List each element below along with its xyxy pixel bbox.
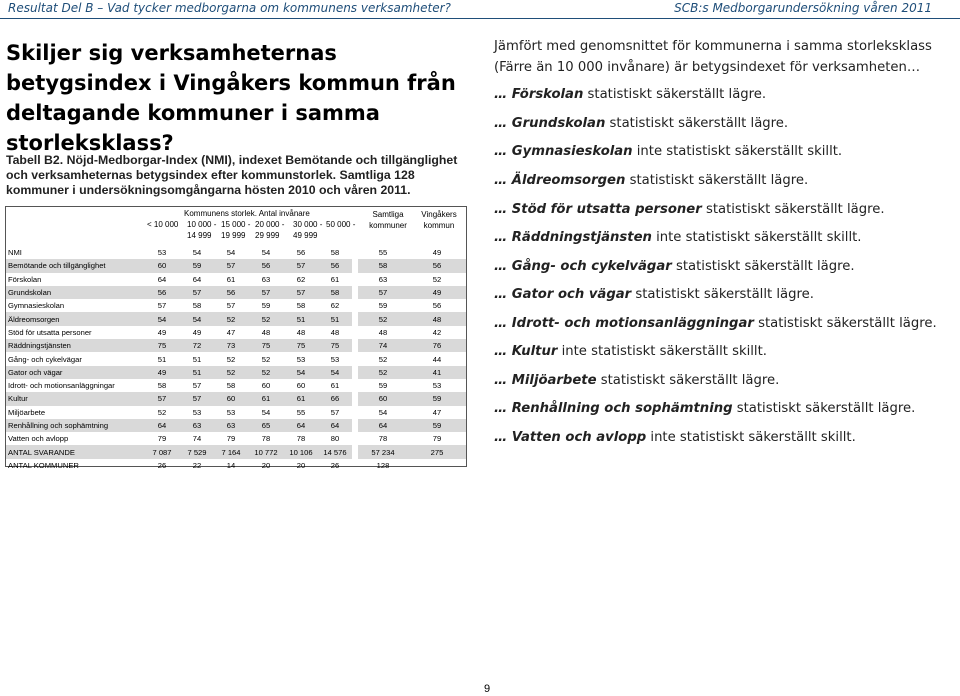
cell-value: 56 <box>318 259 352 272</box>
cell-municipality: 56 <box>432 301 442 311</box>
cell-all-municipalities: 64 <box>358 419 408 432</box>
comparison-item <box>494 259 855 274</box>
cell-value: 7 164 <box>214 445 248 458</box>
comparison-item <box>494 373 779 388</box>
cell-municipality <box>408 459 466 472</box>
comparison-result: statistiskt säkerställt lägre. <box>736 401 916 416</box>
table-row <box>6 286 466 299</box>
service-name: … Grundskolan <box>494 116 606 131</box>
cell-value: 53 <box>192 407 202 417</box>
cell-all-municipalities: 55 <box>378 248 388 258</box>
cell-value: 54 <box>144 312 180 325</box>
comparison-item <box>494 316 937 331</box>
cell-value: 7 529 <box>180 445 214 458</box>
table-caption: Tabell B2. Nöjd-Medborgar-Index (NMI), indexet Bemötande och tillgänglighet och verksamheternas betygsindex efter kommunstorlek. Samtliga 128 kommuner i undersökningsomgångarna hösten 2010 och våren 2011. <box>6 153 458 197</box>
row-label: Gång- och cykelvägar <box>8 354 82 364</box>
comparison-intro: Jämfört med genomsnittet för kommunerna i samma storleksklass (Färre än 10 000 invånare) är betygsindexet för verksamheten… <box>494 39 932 75</box>
cell-all-municipalities: 78 <box>378 434 388 444</box>
cell-value: 57 <box>284 259 318 272</box>
comparison-result: statistiskt säkerställt lägre. <box>600 373 780 388</box>
cell-value: 56 <box>248 259 284 272</box>
col-header-size-1: < 10 000 <box>147 220 179 229</box>
cell-value: 58 <box>157 381 167 391</box>
cell-value: 62 <box>330 301 340 311</box>
cell-value: 51 <box>180 366 214 379</box>
comparison-summary <box>494 36 954 445</box>
cell-municipality: 44 <box>432 354 442 364</box>
comparison-item <box>494 344 767 359</box>
cell-value: 14 <box>226 460 236 470</box>
cell-value: 75 <box>284 339 318 352</box>
cell-value: 65 <box>248 419 284 432</box>
table-row <box>6 273 466 286</box>
table-group-header: Kommunens storlek. Antal invånare <box>184 209 310 218</box>
cell-value: 56 <box>296 248 306 258</box>
row-label: Renhållning och sophämtning <box>6 419 144 432</box>
cell-value: 61 <box>226 274 236 284</box>
cell-value: 75 <box>318 339 352 352</box>
cell-value: 59 <box>261 301 271 311</box>
service-name: … Räddningstjänsten <box>494 230 652 245</box>
cell-value: 47 <box>226 327 236 337</box>
comparison-result: statistiskt säkerställt lägre. <box>705 202 885 217</box>
cell-value: 54 <box>261 248 271 258</box>
cell-value: 72 <box>180 339 214 352</box>
table-row <box>6 259 466 272</box>
comparison-item <box>494 430 856 445</box>
table-row <box>6 419 466 432</box>
cell-value: 54 <box>261 407 271 417</box>
cell-value: 53 <box>296 354 306 364</box>
comparison-item <box>494 401 915 416</box>
service-name: … Gator och vägar <box>494 287 632 302</box>
cell-value: 57 <box>144 392 180 405</box>
cell-value: 54 <box>192 248 202 258</box>
cell-municipality: 49 <box>432 248 442 258</box>
cell-value: 61 <box>330 381 340 391</box>
cell-value: 26 <box>157 460 167 470</box>
row-label: Stöd för utsatta personer <box>8 327 92 337</box>
service-name: … Renhållning och sophämtning <box>494 401 733 416</box>
comparison-item <box>494 230 861 245</box>
row-label: Förskolan <box>8 274 42 284</box>
cell-value: 57 <box>226 301 236 311</box>
cell-all-municipalities: 128 <box>376 460 390 470</box>
comparison-result: statistiskt säkerställt lägre. <box>675 259 855 274</box>
service-name: … Vatten och avlopp <box>494 430 647 445</box>
service-name: … Förskolan <box>494 87 584 102</box>
row-label: Miljöarbete <box>8 407 46 417</box>
cell-value: 61 <box>248 392 284 405</box>
cell-value: 75 <box>248 339 284 352</box>
header-right-text: SCB:s Medborgarundersökning våren 2011 <box>674 1 932 15</box>
table-row <box>6 392 466 405</box>
cell-value: 57 <box>214 259 248 272</box>
comparison-result: statistiskt säkerställt lägre. <box>609 116 789 131</box>
row-label: Gymnasieskolan <box>8 301 65 311</box>
cell-all-municipalities: 59 <box>378 381 388 391</box>
cell-value: 57 <box>192 381 202 391</box>
col-header-size-5: 30 000 - 49 999 <box>293 220 323 240</box>
col-header-size-6: 50 000 - <box>326 220 356 229</box>
cell-value: 48 <box>296 327 306 337</box>
service-name: … Äldreomsorgen <box>494 173 626 188</box>
cell-municipality: 41 <box>408 366 466 379</box>
col-header-size-2: 10 000 - 14 999 <box>187 220 217 240</box>
cell-value: 51 <box>284 312 318 325</box>
comparison-result: statistiskt säkerställt lägre. <box>635 287 814 302</box>
cell-value: 52 <box>157 407 167 417</box>
cell-value: 64 <box>318 419 352 432</box>
service-name: … Idrott- och motionsanläggningar <box>494 316 754 331</box>
table-row <box>6 352 466 365</box>
cell-value: 61 <box>284 392 318 405</box>
cell-value: 54 <box>226 248 236 258</box>
cell-value: 52 <box>226 354 236 364</box>
cell-value: 48 <box>330 327 340 337</box>
comparison-result: inte statistiskt säkerställt skillt. <box>656 230 862 245</box>
cell-municipality: 53 <box>432 381 442 391</box>
row-label: Idrott- och motionsanläggningar <box>8 381 115 391</box>
cell-value: 61 <box>330 274 340 284</box>
comparison-item <box>494 287 814 302</box>
cell-value: 66 <box>318 392 352 405</box>
cell-all-municipalities: 52 <box>358 366 408 379</box>
cell-value: 53 <box>226 407 236 417</box>
service-name: … Miljöarbete <box>494 373 597 388</box>
cell-value: 58 <box>330 248 340 258</box>
cell-value: 79 <box>226 434 236 444</box>
cell-all-municipalities: 57 234 <box>358 445 408 458</box>
cell-value: 51 <box>318 312 352 325</box>
cell-municipality: 52 <box>432 274 442 284</box>
service-name: … Gång- och cykelvägar <box>494 259 672 274</box>
cell-value: 7 087 <box>144 445 180 458</box>
cell-municipality: 49 <box>408 286 466 299</box>
cell-value: 57 <box>248 286 284 299</box>
cell-value: 73 <box>214 339 248 352</box>
cell-value: 58 <box>318 286 352 299</box>
comparison-item <box>494 144 842 159</box>
results-table <box>5 206 467 470</box>
cell-value: 59 <box>180 259 214 272</box>
cell-municipality: 79 <box>432 434 442 444</box>
col-header-municipality: Vingåkers kommun <box>421 210 457 230</box>
row-label: Räddningstjänsten <box>6 339 144 352</box>
table-row <box>6 432 466 445</box>
cell-municipality: 48 <box>408 312 466 325</box>
cell-value: 49 <box>144 366 180 379</box>
cell-value: 49 <box>157 327 167 337</box>
cell-value: 58 <box>226 381 236 391</box>
cell-value: 51 <box>157 354 167 364</box>
cell-value: 80 <box>330 434 340 444</box>
row-label: ANTAL KOMMUNER <box>8 460 79 470</box>
page-title: Skiljer sig verksamheternas betygsindex i Vingåkers kommun från deltagande kommuner i samma storleksklass? <box>6 41 456 155</box>
comparison-result: statistiskt säkerställt lägre. <box>629 173 809 188</box>
cell-all-municipalities: 48 <box>378 327 388 337</box>
cell-value: 64 <box>192 274 202 284</box>
cell-value: 75 <box>144 339 180 352</box>
cell-value: 78 <box>296 434 306 444</box>
cell-value: 55 <box>296 407 306 417</box>
cell-value: 79 <box>157 434 167 444</box>
cell-value: 62 <box>296 274 306 284</box>
row-label: Vatten och avlopp <box>8 434 69 444</box>
cell-value: 54 <box>318 366 352 379</box>
cell-value: 78 <box>261 434 271 444</box>
cell-all-municipalities: 60 <box>358 392 408 405</box>
cell-value: 58 <box>192 301 202 311</box>
comparison-item <box>494 173 808 188</box>
table-row <box>6 366 466 379</box>
cell-value: 64 <box>157 274 167 284</box>
cell-value: 63 <box>180 419 214 432</box>
page-number: 9 <box>484 683 491 695</box>
cell-value: 58 <box>296 301 306 311</box>
cell-value: 53 <box>330 354 340 364</box>
table-row <box>6 379 466 392</box>
cell-value: 64 <box>284 419 318 432</box>
comparison-item <box>494 87 766 102</box>
cell-municipality: 59 <box>408 419 466 432</box>
cell-all-municipalities: 52 <box>358 312 408 325</box>
cell-value: 56 <box>144 286 180 299</box>
cell-value: 64 <box>144 419 180 432</box>
row-label: Äldreomsorgen <box>6 312 144 325</box>
cell-value: 22 <box>192 460 202 470</box>
col-header-all: Samtliga kommuner <box>369 210 407 230</box>
data-table <box>6 246 466 472</box>
comparison-result: inte statistiskt säkerställt skillt. <box>636 144 843 159</box>
cell-value: 53 <box>157 248 167 258</box>
cell-value: 10 106 <box>284 445 318 458</box>
cell-value: 54 <box>284 366 318 379</box>
row-label: Grundskolan <box>6 286 144 299</box>
cell-value: 48 <box>261 327 271 337</box>
table-row <box>6 406 466 419</box>
cell-value: 60 <box>296 381 306 391</box>
cell-value: 63 <box>214 419 248 432</box>
cell-all-municipalities: 58 <box>358 259 408 272</box>
cell-value: 57 <box>284 286 318 299</box>
cell-municipality: 275 <box>408 445 466 458</box>
cell-value: 63 <box>261 274 271 284</box>
row-label: Gator och vägar <box>6 366 144 379</box>
cell-value: 20 <box>296 460 306 470</box>
cell-value: 10 772 <box>248 445 284 458</box>
cell-value: 54 <box>180 312 214 325</box>
service-name: … Stöd för utsatta personer <box>494 202 702 217</box>
row-label: NMI <box>8 248 22 258</box>
cell-municipality: 76 <box>408 339 466 352</box>
cell-value: 60 <box>144 259 180 272</box>
cell-municipality: 56 <box>408 259 466 272</box>
comparison-result: statistiskt säkerställt lägre. <box>758 316 937 331</box>
table-row <box>6 312 466 325</box>
cell-municipality: 42 <box>432 327 442 337</box>
cell-value: 52 <box>248 312 284 325</box>
cell-municipality: 47 <box>432 407 442 417</box>
row-label: Bemötande och tillgänglighet <box>6 259 144 272</box>
cell-all-municipalities: 54 <box>378 407 388 417</box>
header-divider <box>0 18 960 19</box>
cell-value: 26 <box>330 460 340 470</box>
service-name: … Gymnasieskolan <box>494 144 633 159</box>
cell-all-municipalities: 63 <box>378 274 388 284</box>
cell-municipality: 59 <box>408 392 466 405</box>
cell-value: 56 <box>214 286 248 299</box>
cell-value: 14 576 <box>318 445 352 458</box>
cell-value: 49 <box>192 327 202 337</box>
cell-value: 60 <box>214 392 248 405</box>
cell-value: 57 <box>157 301 167 311</box>
comparison-item <box>494 116 788 131</box>
table-row <box>6 339 466 352</box>
col-header-size-4: 20 000 - 29 999 <box>255 220 285 240</box>
comparison-result: inte statistiskt säkerställt skillt. <box>561 344 767 359</box>
table-row <box>6 326 466 339</box>
table-row <box>6 459 466 472</box>
cell-all-municipalities: 59 <box>378 301 388 311</box>
col-header-size-3: 15 000 - 19 999 <box>221 220 251 240</box>
cell-value: 57 <box>180 392 214 405</box>
cell-value: 52 <box>248 366 284 379</box>
cell-all-municipalities: 74 <box>358 339 408 352</box>
cell-value: 74 <box>192 434 202 444</box>
comparison-result: statistiskt säkerställt lägre. <box>587 87 767 102</box>
cell-value: 20 <box>261 460 271 470</box>
cell-value: 52 <box>261 354 271 364</box>
cell-value: 57 <box>180 286 214 299</box>
table-row <box>6 445 466 458</box>
row-label: ANTAL SVARANDE <box>6 445 144 458</box>
service-name: … Kultur <box>494 344 558 359</box>
comparison-item <box>494 202 885 217</box>
cell-all-municipalities: 57 <box>358 286 408 299</box>
cell-value: 51 <box>192 354 202 364</box>
comparison-result: inte statistiskt säkerställt skillt. <box>650 430 856 445</box>
cell-all-municipalities: 52 <box>378 354 388 364</box>
cell-value: 52 <box>214 366 248 379</box>
cell-value: 52 <box>214 312 248 325</box>
row-label: Kultur <box>6 392 144 405</box>
table-row <box>6 299 466 312</box>
header-left-text: Resultat Del B – Vad tycker medborgarna om kommunens verksamheter? <box>8 1 451 15</box>
cell-value: 60 <box>261 381 271 391</box>
table-row <box>6 246 466 259</box>
cell-value: 57 <box>330 407 340 417</box>
